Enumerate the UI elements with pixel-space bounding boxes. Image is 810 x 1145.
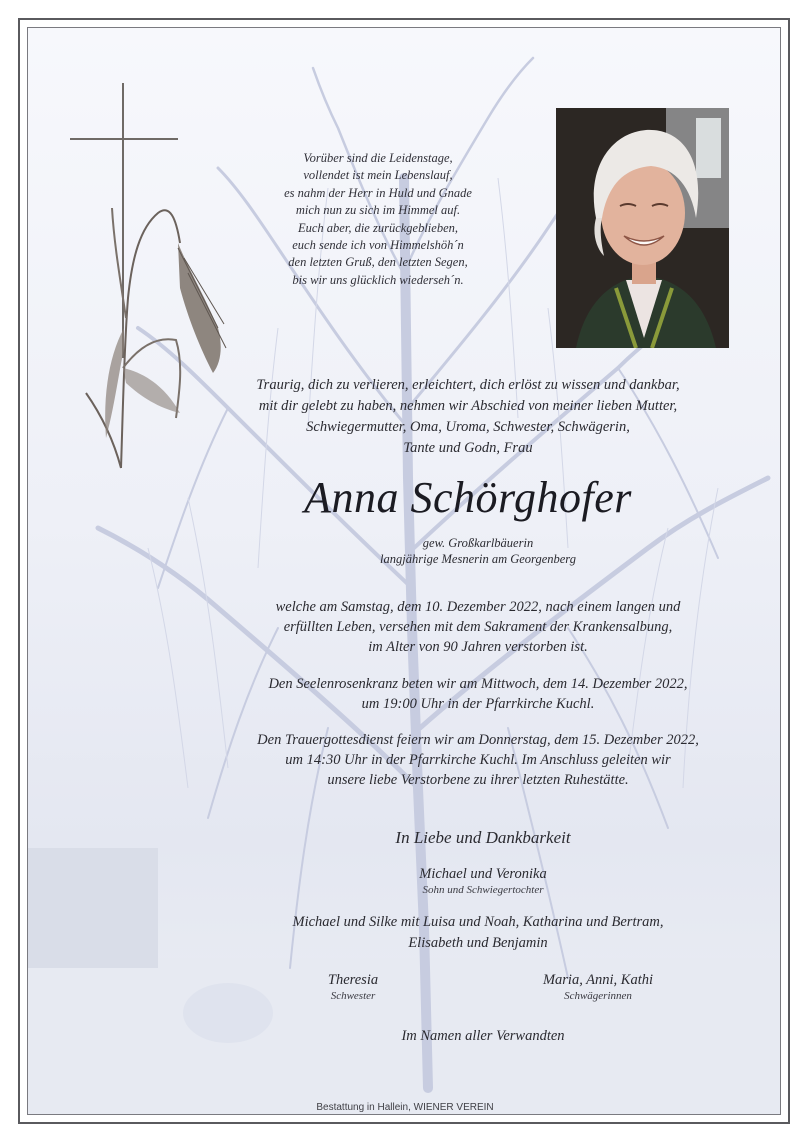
sister-name: Theresia <box>327 972 379 988</box>
death-notice-line: im Alter von 90 Jahren verstorben ist. <box>368 639 588 655</box>
deceased-titles <box>278 535 678 567</box>
intro-line: mit dir gelebt zu haben, nehmen wir Abschied von meiner lieben Mutter, <box>258 398 678 414</box>
death-notice <box>188 597 768 657</box>
bush <box>183 983 273 1043</box>
funeral-line: Den Trauergottesdienst feiern wir am Donnerstag, dem 15. Dezember 2022, <box>257 732 699 748</box>
poem-line: es nahm der Herr in Huld und Gnade <box>284 185 472 200</box>
deceased-title-1: gew. Großkarlbäuerin <box>422 536 534 550</box>
rosary-line: Den Seelenrosenkranz beten wir am Mittwoch, dem 14. Dezember 2022, <box>268 676 688 692</box>
all-relatives: Im Namen aller Verwandten <box>401 1028 565 1044</box>
intro-text <box>168 375 768 459</box>
inlaws-relation: Schwägerinnen <box>564 990 632 1002</box>
funeral-notice <box>188 730 768 790</box>
portrait-photo <box>556 108 729 348</box>
funeral-line: unsere liebe Verstorbene zu ihrer letzten Ruhestätte. <box>327 772 629 788</box>
poem <box>258 150 498 289</box>
poem-line: euch sende ich von Himmelshöh´n <box>292 238 464 253</box>
intro-line: Schwiegermutter, Oma, Uroma, Schwester, Schwägerin, <box>306 419 630 435</box>
rosary-line: um 19:00 Uhr in der Pfarrkirche Kuchl. <box>361 696 595 712</box>
deceased-title-2: langjährige Mesnerin am Georgenberg <box>380 552 576 566</box>
sister-relation: Schwester <box>330 990 376 1002</box>
death-notice-line: welche am Samstag, dem 10. Dezember 2022, nach einem langen und <box>275 599 681 615</box>
card <box>27 27 781 1115</box>
funeral-line: um 14:30 Uhr in der Pfarrkirche Kuchl. Im Anschluss geleiten wir <box>285 752 671 768</box>
son-names: Michael und Veronika <box>419 866 547 882</box>
rosary-notice <box>188 674 768 714</box>
son-relation: Sohn und Schwiegertochter <box>422 884 544 896</box>
inlaws-names: Maria, Anni, Kathi <box>542 972 654 988</box>
deceased-name: Anna Schörghofer <box>304 473 632 522</box>
grandchildren-line-2: Elisabeth und Benjamin <box>408 935 548 951</box>
intro-line: Traurig, dich zu verlieren, erleichtert, dich erlöst zu wissen und dankbar, <box>256 377 680 393</box>
poem-line: Vorüber sind die Leidenstage, <box>303 151 453 165</box>
poem-line: mich nun zu sich im Himmel auf. <box>295 203 461 218</box>
poem-line: bis wir uns glücklich wiederseh´n. <box>292 272 464 287</box>
building <box>28 848 158 968</box>
intro-line: Tante und Godn, Frau <box>403 440 533 456</box>
grandchildren-line-1: Michael und Silke mit Luisa und Noah, Katharina und Bertram, <box>292 914 664 930</box>
death-notice-line: erfüllten Leben, versehen mit dem Sakrament der Krankensalbung, <box>283 619 673 635</box>
poem-line: den letzten Gruß, den letzten Segen, <box>288 255 468 270</box>
poem-line: Euch aber, die zurückgeblieben, <box>297 220 459 235</box>
closing-phrase: In Liebe und Dankbarkeit <box>395 828 571 847</box>
footer-undertaker: Bestattung in Hallein, WIENER VEREIN <box>316 1102 494 1113</box>
cross-icon <box>70 83 178 358</box>
poem-line: vollendet ist mein Lebenslauf, <box>303 168 453 183</box>
